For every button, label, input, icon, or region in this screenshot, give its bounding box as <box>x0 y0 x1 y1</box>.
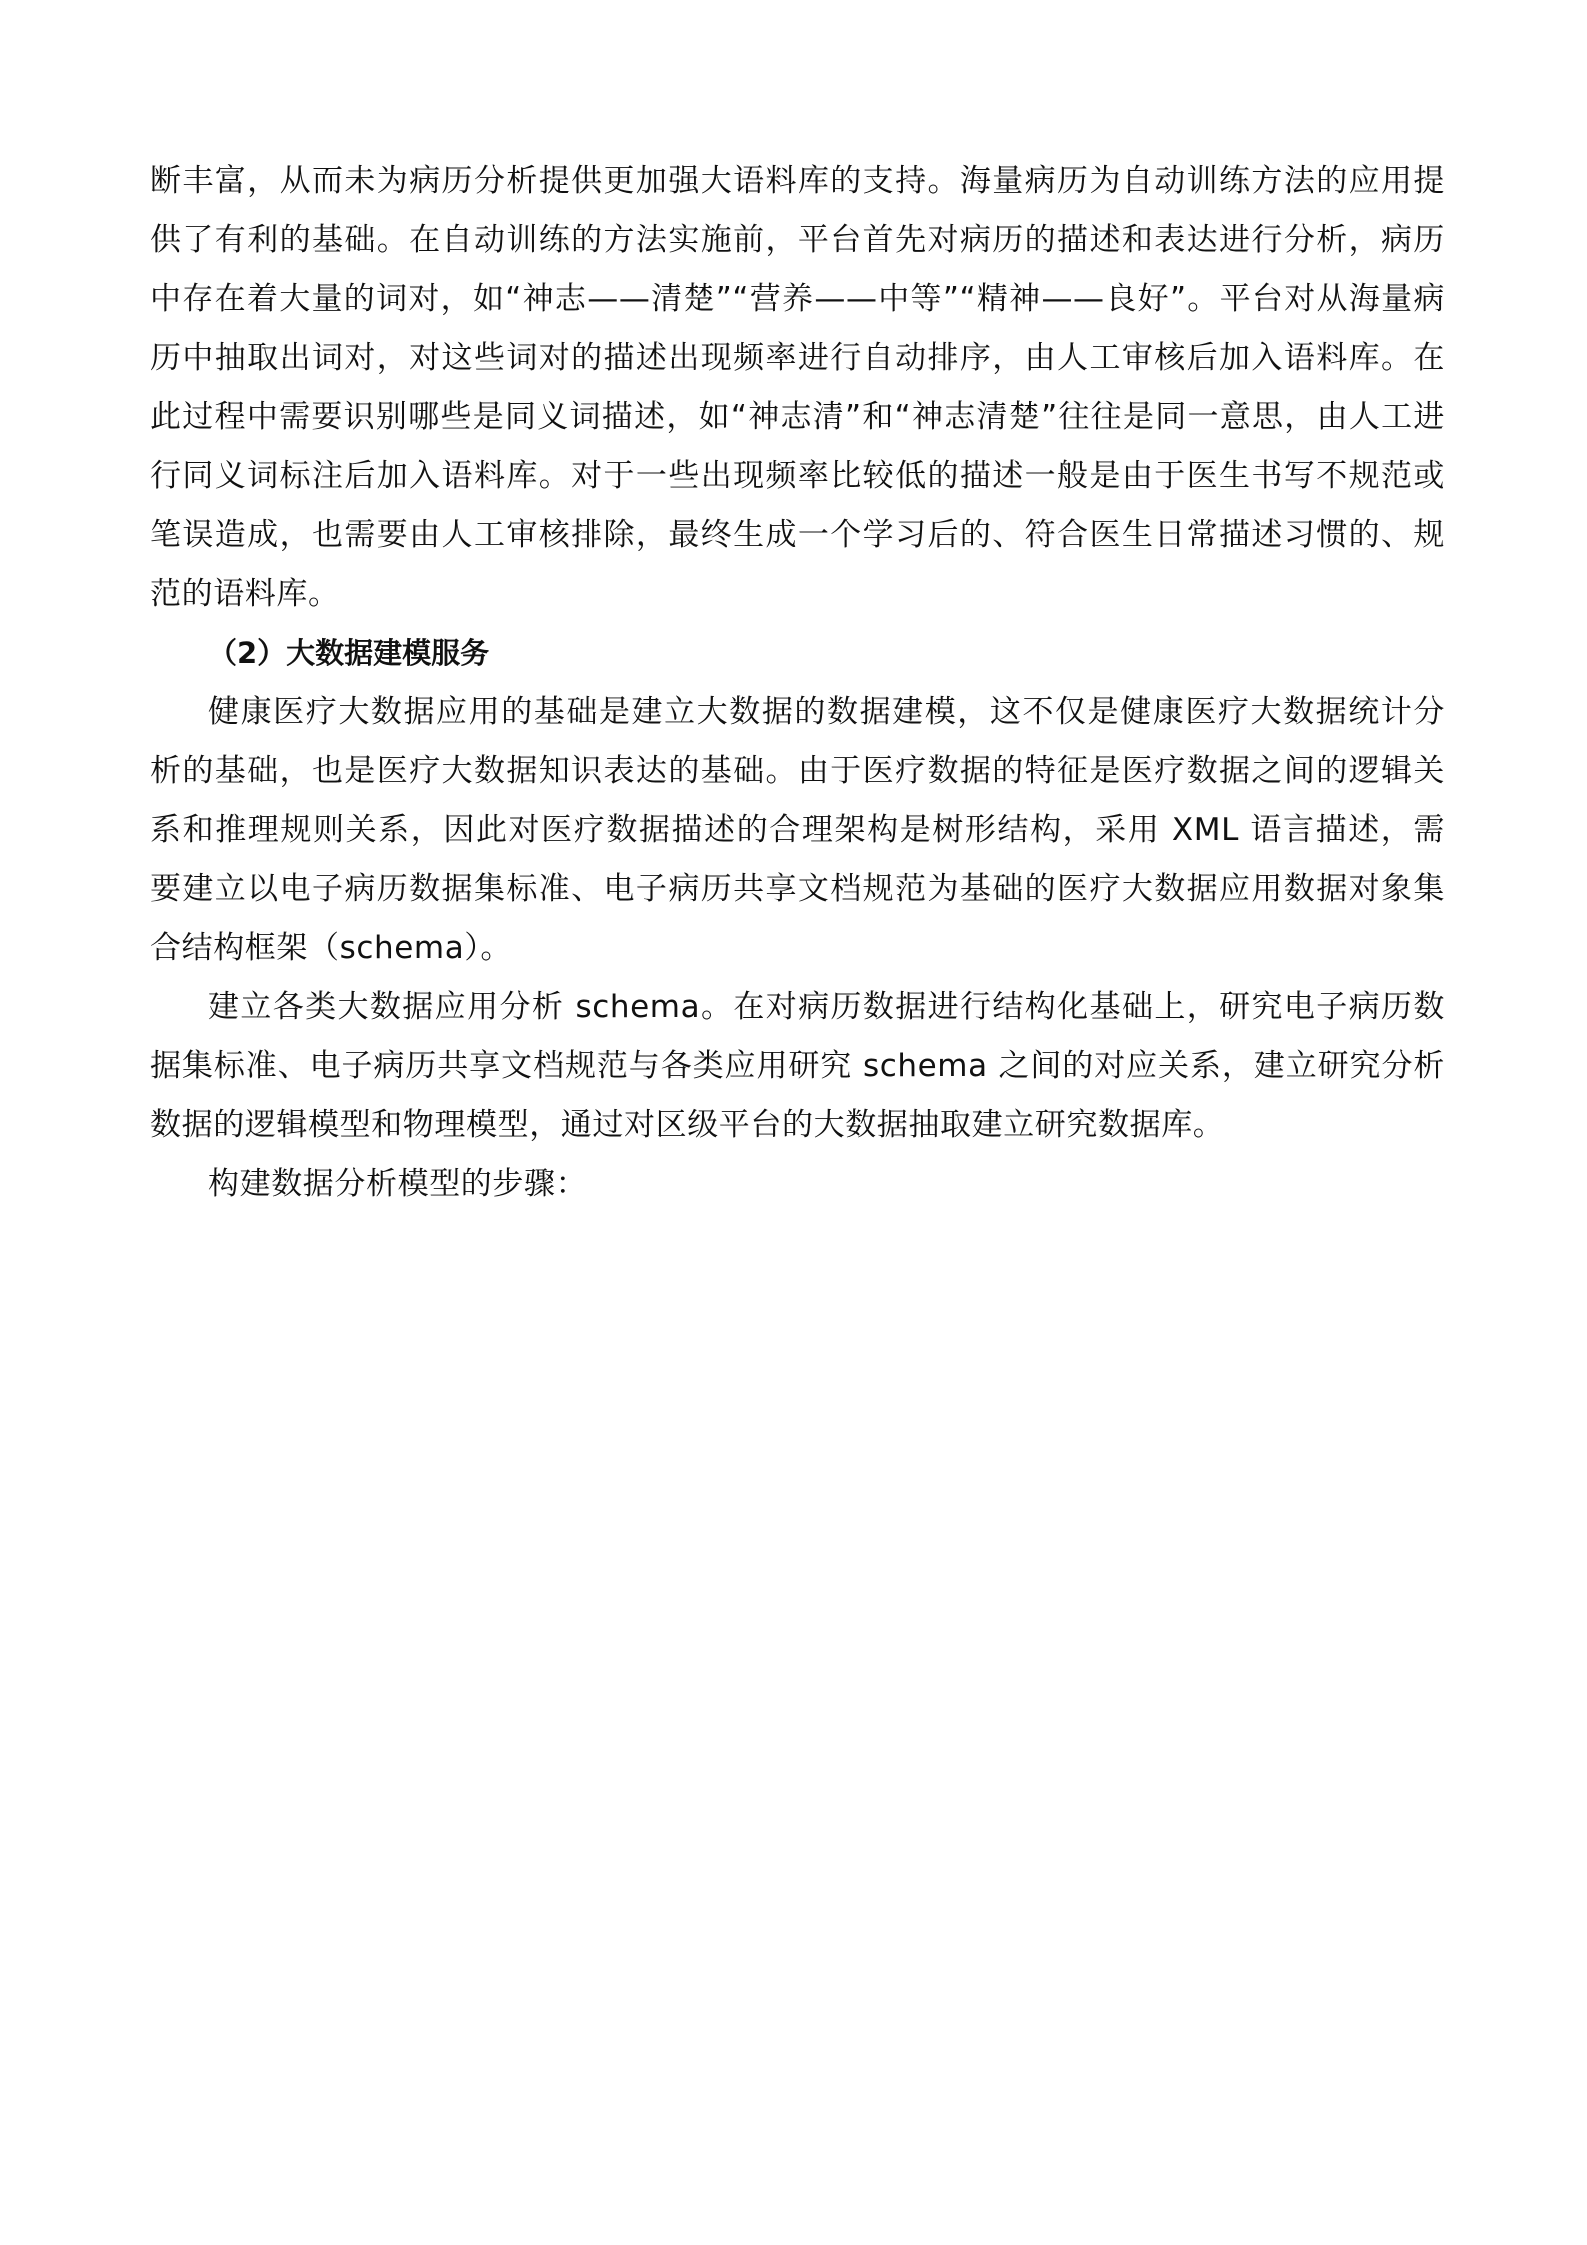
text-line: 中存在着大量的词对，如“神志——清楚”“营养——中等”“精神——良好”。平台对从海量病 <box>150 281 1445 317</box>
text-line: 范的语料库。 <box>150 576 340 612</box>
text-line: 建立各类大数据应用分析 schema。在对病历数据进行结构化基础上，研究电子病历数 <box>208 989 1445 1025</box>
paragraph-model-steps <box>150 1155 1445 1214</box>
text-line: 合结构框架（schema）。 <box>150 930 513 966</box>
document-page <box>150 152 1445 1214</box>
section-heading: （2）大数据建模服务 <box>208 636 490 670</box>
text-line: 此过程中需要识别哪些是同义词描述，如“神志清”和“神志清楚”往往是同一意思，由人工进 <box>150 399 1445 435</box>
text-line: 系和推理规则关系，因此对医疗数据描述的合理架构是树形结构，采用 XML 语言描述，需 <box>150 812 1445 848</box>
text-line: 历中抽取出词对，对这些词对的描述出现频率进行自动排序，由人工审核后加入语料库。在 <box>150 340 1445 376</box>
text-line: 健康医疗大数据应用的基础是建立大数据的数据建模，这不仅是健康医疗大数据统计分 <box>208 694 1445 730</box>
text-line: 数据的逻辑模型和物理模型，通过对区级平台的大数据抽取建立研究数据库。 <box>150 1107 1225 1143</box>
text-line: 行同义词标注后加入语料库。对于一些出现频率比较低的描述一般是由于医生书写不规范或 <box>150 458 1445 494</box>
text-line: 供了有利的基础。在自动训练的方法实施前，平台首先对病历的描述和表达进行分析，病历 <box>150 222 1445 258</box>
text-line: 要建立以电子病历数据集标准、电子病历共享文档规范为基础的医疗大数据应用数据对象集 <box>150 871 1445 907</box>
paragraph-schema-analysis <box>150 978 1445 1155</box>
text-line: 构建数据分析模型的步骤： <box>208 1166 588 1202</box>
text-line: 据集标准、电子病历共享文档规范与各类应用研究 schema 之间的对应关系，建立研究分析 <box>150 1048 1445 1084</box>
text-line: 断丰富，从而未为病历分析提供更加强大语料库的支持。海量病历为自动训练方法的应用提 <box>150 163 1445 199</box>
text-line: 笔误造成，也需要由人工审核排除，最终生成一个学习后的、符合医生日常描述习惯的、规 <box>150 517 1445 553</box>
text-line: 析的基础，也是医疗大数据知识表达的基础。由于医疗数据的特征是医疗数据之间的逻辑关 <box>150 753 1445 789</box>
paragraph-modeling-basis <box>150 683 1445 978</box>
paragraph-corpus-training <box>150 152 1445 624</box>
